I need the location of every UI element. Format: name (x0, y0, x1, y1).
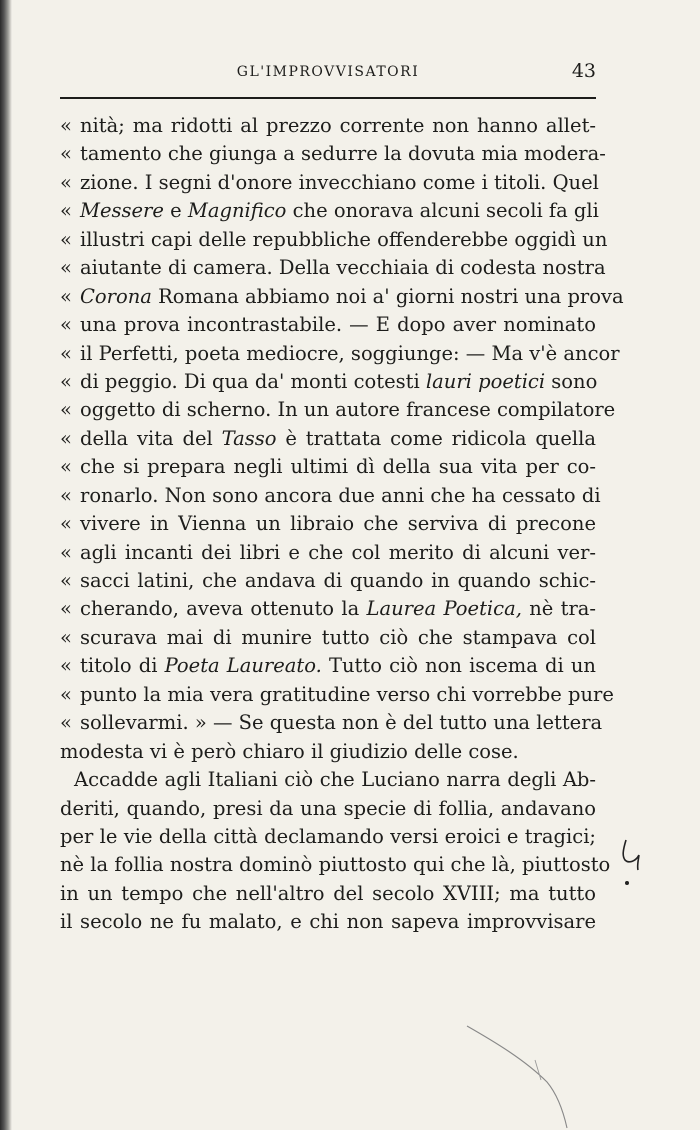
text-run: nè tra- (521, 597, 597, 621)
quote-mark: « (60, 426, 72, 450)
text-line (60, 169, 599, 197)
quote-mark: « (60, 114, 72, 137)
quote-mark: « (60, 341, 72, 365)
text-run: Tutto ciò non iscema di un (321, 654, 596, 678)
text-run: è trattata come ridicola quella (276, 426, 596, 450)
text-run: ronarlo. Non sono ancora due anni che ha cessato di (80, 483, 601, 507)
text-line (60, 283, 624, 311)
text-run: oggetto di scherno. In un autore francese compilatore (80, 398, 616, 422)
quote-mark: « (60, 569, 72, 592)
italic-phrase: Magnifico (187, 199, 287, 223)
quote-mark: « (60, 313, 72, 337)
italic-phrase: Poeta Laureato. (164, 654, 322, 678)
text-line (60, 738, 596, 766)
text-run: il Perfetti, poeta mediocre, soggiunge: — Ma v'è ancor (80, 341, 620, 365)
quote-mark: « (60, 398, 72, 422)
text-line (60, 681, 614, 709)
text-run: modesta vi è però chiaro il giudizio delle cose. (60, 739, 519, 763)
text-line (60, 453, 596, 481)
text-run: illustri capi delle repubbliche offenderebbe oggidì un (80, 227, 608, 251)
text-line (60, 766, 596, 794)
text-run: aiutante di camera. Della vecchiaia di codesta nostra (80, 256, 606, 280)
quote-mark: « (60, 142, 72, 166)
pencil-stroke-icon (465, 1020, 585, 1130)
text-run: scurava mai di munire tutto ciò che stampava col (80, 625, 596, 649)
text-run: sollevarmi. » — Se questa non è del tutto una lettera (80, 711, 603, 735)
header-rule (60, 97, 596, 99)
text-line (60, 368, 596, 396)
text-line (60, 254, 606, 282)
page-header (60, 60, 596, 86)
text-line (60, 197, 599, 225)
text-line (60, 823, 596, 851)
quote-mark: « (60, 284, 72, 308)
text-run: una prova incontrastabile. — E dopo aver nominato (80, 313, 596, 337)
quote-mark: « (60, 654, 72, 678)
text-line (60, 595, 596, 623)
text-line (60, 624, 596, 652)
quote-mark: « (60, 682, 72, 706)
body-text (60, 112, 624, 937)
quote-mark: « (60, 540, 72, 564)
text-run: agli incanti dei libri e che col merito di alcuni ver- (80, 540, 596, 564)
text-run: che si prepara negli ultimi dì della sua vita per co- (80, 455, 596, 479)
text-line (60, 482, 601, 510)
text-run: il secolo ne fu malato, e chi non sapeva improvvisare (60, 910, 596, 934)
text-line (60, 311, 596, 339)
quote-mark: « (60, 170, 72, 194)
text-line (60, 851, 611, 879)
text-line (60, 539, 596, 567)
text-line (60, 340, 620, 368)
text-run: cherando, aveva ottenuto la (80, 597, 367, 621)
text-run: e (163, 199, 188, 223)
text-line (60, 795, 596, 823)
running-title: GL'IMPROVVISATORI (236, 64, 420, 80)
quote-mark: « (60, 711, 72, 735)
italic-phrase: Laurea Poetica, (366, 597, 522, 621)
text-run: vivere in Vienna un libraio che serviva di precone (80, 512, 596, 536)
handwritten-margin-mark-icon (620, 836, 646, 888)
quote-mark: « (60, 625, 72, 649)
quote-mark: « (60, 455, 72, 479)
text-run: Romana abbiamo noi a' giorni nostri una prova (151, 284, 624, 308)
text-line (60, 226, 608, 254)
text-run: che onorava alcuni secoli fa gli (286, 199, 599, 223)
italic-phrase: Messere (80, 199, 164, 223)
text-run: nità; ma ridotti al prezzo corrente non hanno allet- (80, 114, 596, 137)
text-run: nè la follia nostra dominò piuttosto qui che là, piuttosto (60, 853, 611, 877)
text-line (60, 567, 596, 595)
text-line (60, 652, 596, 680)
italic-phrase: Corona (80, 284, 152, 308)
text-run: tamento che giunga a sedurre la dovuta mia modera- (80, 142, 606, 166)
text-run: sono (545, 369, 598, 393)
text-line (60, 709, 603, 737)
text-line (60, 112, 596, 140)
text-run: titolo di (80, 654, 165, 678)
quote-mark: « (60, 512, 72, 536)
text-run: in un tempo che nell'altro del secolo XVIII; ma tutto (60, 881, 596, 905)
text-run: per le vie della città declamando versi eroici e tragici; (60, 824, 596, 848)
text-line (60, 908, 596, 936)
quote-mark: « (60, 256, 72, 280)
quote-mark: « (60, 597, 72, 621)
text-run: zione. I segni d'onore invecchiano come i titoli. Quel (80, 170, 599, 194)
text-run: della vita del (80, 426, 222, 450)
book-gutter-shadow (0, 0, 12, 1130)
text-line (60, 140, 606, 168)
text-line (60, 880, 596, 908)
text-line (60, 396, 616, 424)
text-run: deriti, quando, presi da una specie di follia, andavano (60, 796, 596, 820)
text-run: di peggio. Di qua da' monti cotesti (80, 369, 426, 393)
quote-mark: « (60, 227, 72, 251)
quote-mark: « (60, 483, 72, 507)
italic-phrase: Tasso (221, 426, 277, 450)
italic-phrase: lauri poetici (425, 369, 546, 393)
text-line (60, 425, 596, 453)
text-line (60, 510, 596, 538)
quote-mark: « (60, 199, 72, 223)
quote-mark: « (60, 369, 72, 393)
text-run: Accadde agli Italiani ciò che Luciano narra degli Ab- (74, 768, 596, 792)
text-run: punto la mia vera gratitudine verso chi vorrebbe pure (80, 682, 614, 706)
page-number: 43 (571, 60, 596, 82)
text-run: sacci latini, che andava di quando in quando schic- (80, 569, 596, 592)
